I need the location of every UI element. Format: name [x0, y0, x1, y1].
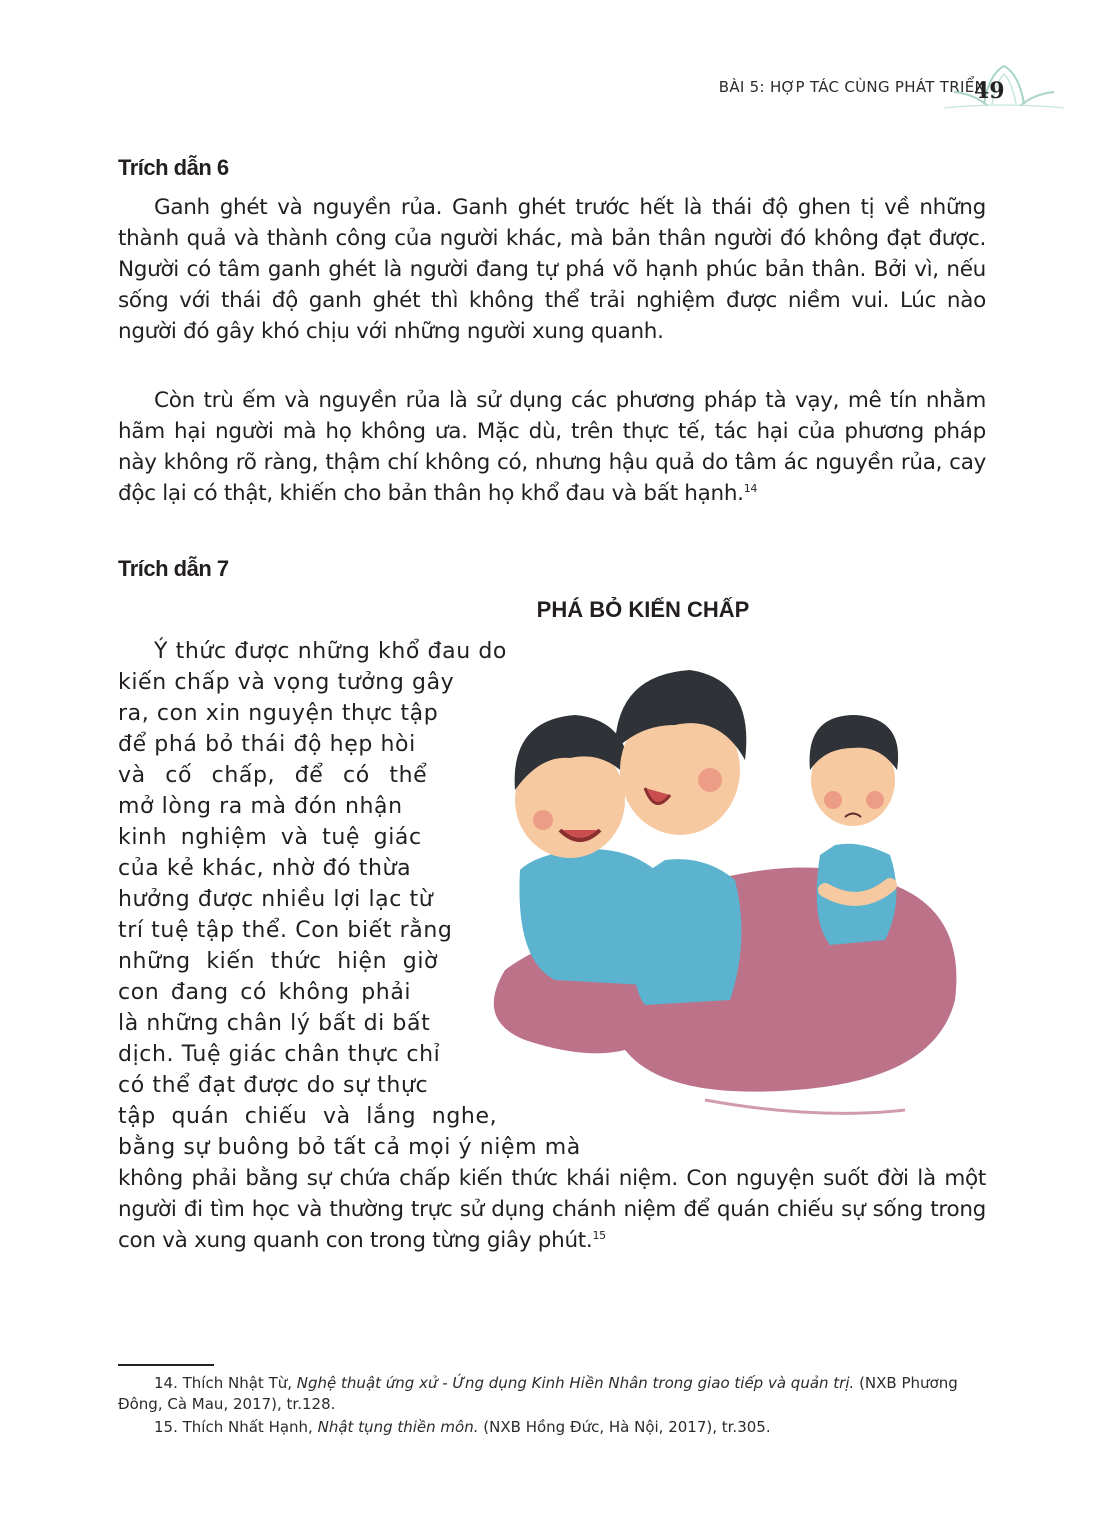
section-heading-6: Trích dẫn 6	[118, 155, 229, 180]
footnote-divider	[118, 1364, 214, 1366]
text-line: để phá bỏ thái độ hẹp hòi	[118, 732, 416, 757]
text-line: con đang có không phải	[118, 980, 412, 1005]
boy-laughing-center	[615, 670, 746, 1005]
text-line: là những chân lý bất di bất	[118, 1011, 431, 1036]
footnote-14: 14. Thích Nhật Từ, Nghệ thuật ứng xử - Ứng dụng Kinh Hiền Nhân trong giao tiếp và quản trị. (NXB Phương Đông, Cà Mau, 2017), tr.128.	[118, 1374, 958, 1413]
text-line: tập quán chiếu và lắng nghe,	[118, 1104, 498, 1129]
text-line: mở lòng ra mà đón nhận	[118, 794, 403, 819]
section6-paragraph-2: Còn trù ếm và nguyền rủa là sử dụng các phương pháp tà vạy, mê tín nhằm hãm hại người mà họ không ưa. Mặc dù, trên thực tế, tác hại của phương pháp này không rõ ràng, thậm chí không có, nhưng hậu quả do tâm ác nguyền rủa, cay độc lại có thật, khiến cho bản thân họ khổ đau và bất hạnh.$^{14}$	[118, 388, 986, 506]
footnote-ref-15[interactable]: 15	[592, 1228, 606, 1242]
text-line: bằng sự buông bỏ tất cả mọi ý niệm mà	[118, 1135, 581, 1160]
footnote-ref-14[interactable]: 14	[743, 481, 758, 495]
footnote-15: 15. Thích Nhất Hạnh, Nhật tụng thiền môn. (NXB Hồng Đức, Hà Nội, 2017), tr.305.	[154, 1418, 771, 1436]
boy-frowning-right	[810, 715, 899, 945]
text-line: trí tuệ tập thể. Con biết rằng	[118, 918, 453, 943]
poem-title: PHÁ BỎ KIẾN CHẤP	[536, 597, 750, 622]
text-line: hưởng được nhiều lợi lạc từ	[118, 887, 434, 912]
section-heading-7: Trích dẫn 7	[118, 556, 229, 581]
illustration-three-boys	[465, 640, 1025, 1120]
section7-paragraph-tail: không phải bằng sự chứa chấp kiến thức khái niệm. Con nguyện suốt đời là một người đi tìm học và thường trực sử dụng chánh niệm để quán chiếu sự sống trong con và xung quanh con trong từng giây phút.$^{15}$	[118, 1166, 986, 1253]
text-line: Ý thức được những khổ đau do	[154, 639, 507, 664]
page-number-badge	[944, 64, 1064, 114]
text-line: của kẻ khác, nhờ đó thừa	[118, 856, 412, 881]
text-line: có thể đạt được do sự thực	[118, 1073, 429, 1098]
page-number: 49	[974, 78, 1005, 104]
running-title: BÀI 5: HỢP TÁC CÙNG PHÁT TRIỂN	[718, 78, 986, 96]
text-line: kinh nghiệm và tuệ giác	[118, 825, 422, 850]
text-line: những kiến thức hiện giờ	[118, 949, 439, 974]
text-line: dịch. Tuệ giác chân thực chỉ	[118, 1042, 441, 1067]
text-line: kiến chấp và vọng tưởng gây	[118, 670, 455, 695]
text-line: và cố chấp, để có thể	[118, 763, 428, 788]
section6-paragraph-1: Ganh ghét và nguyền rủa. Ganh ghét trước hết là thái độ ghen tị về những thành quả và thành công của người khác, mà bản thân người đó không đạt được. Người có tâm ganh ghét là người đang tự phá võ hạnh phúc bản thân. Bởi vì, nếu sống với thái độ ganh ghét thì không thể trải nghiệm được niềm vui. Lúc nào người đó gây khó chịu với những người xung quanh.	[118, 195, 986, 344]
text-line: ra, con xin nguyện thực tập	[118, 701, 439, 726]
